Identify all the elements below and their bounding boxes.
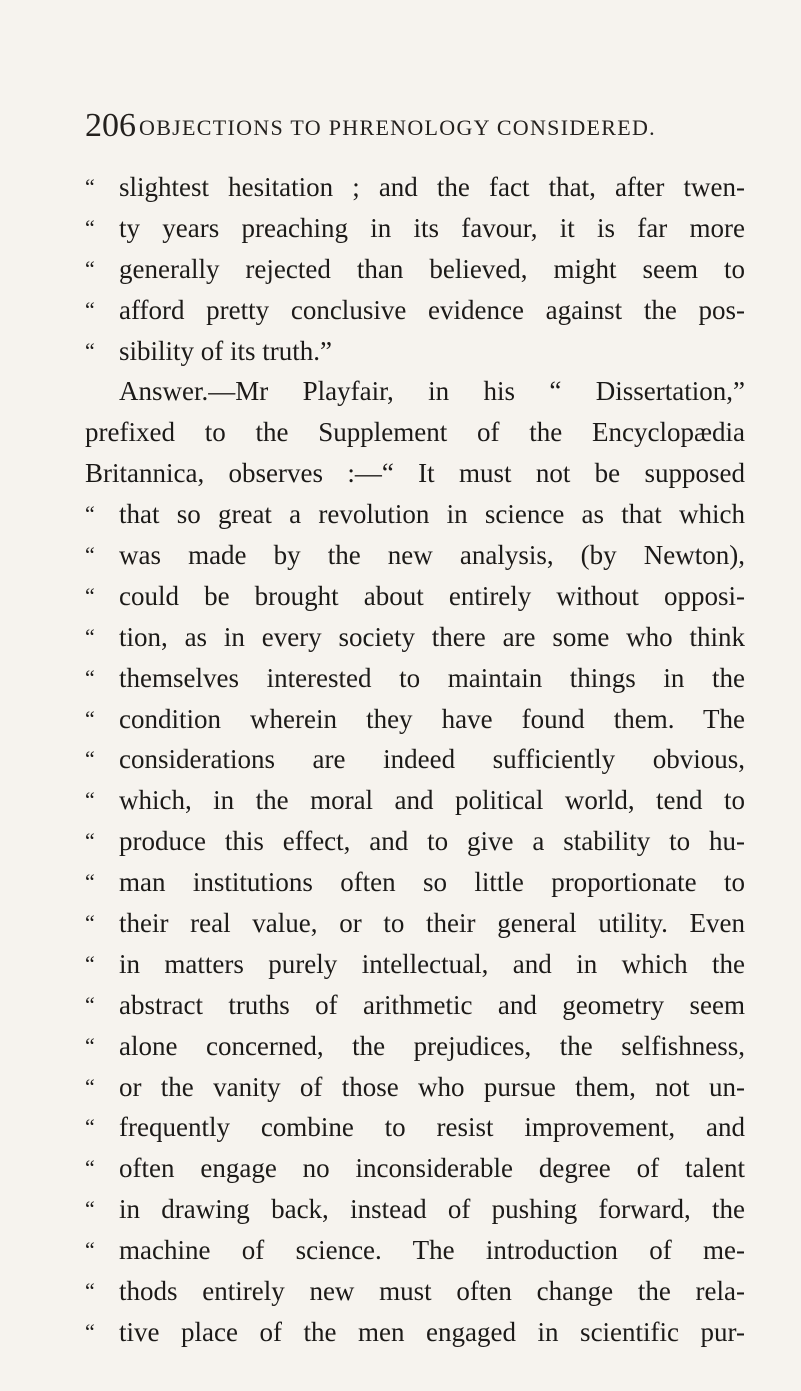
quote-mark: “ xyxy=(85,869,95,895)
quote-mark: “ xyxy=(85,664,95,690)
running-head xyxy=(85,104,765,148)
line-text: ty years preaching in its favour, it is far more xyxy=(119,212,745,243)
text-line xyxy=(85,167,745,208)
text-line xyxy=(85,780,745,821)
text-line xyxy=(85,412,745,453)
quote-mark: “ xyxy=(85,255,95,281)
text-line xyxy=(85,453,745,494)
text-line xyxy=(85,1148,745,1189)
quote-mark: “ xyxy=(85,214,95,240)
line-text: could be brought about entirely without opposi- xyxy=(119,580,745,611)
quote-mark: “ xyxy=(85,623,95,649)
text-line xyxy=(85,494,745,535)
quote-mark: “ xyxy=(85,1196,95,1222)
line-text: their real value, or to their general utility. Even xyxy=(119,908,745,939)
text-line xyxy=(85,739,745,780)
text-line xyxy=(85,1026,745,1067)
text-line xyxy=(85,617,745,658)
line-text: afford pretty conclusive evidence against the pos- xyxy=(119,294,745,325)
quote-mark: “ xyxy=(85,337,95,363)
line-text: tion, as in every society there are some who think xyxy=(119,621,745,652)
line-text: generally rejected than believed, might seem to xyxy=(119,253,745,284)
quote-mark: “ xyxy=(85,910,95,936)
quote-mark: “ xyxy=(85,1073,95,1099)
quote-mark: “ xyxy=(85,950,95,976)
line-text: Britannica, observes :—“ It must not be supposed xyxy=(85,458,745,489)
text-line xyxy=(85,1271,745,1312)
quote-mark: “ xyxy=(85,991,95,1017)
line-text: condition wherein they have found them. The xyxy=(119,703,745,734)
quote-mark: “ xyxy=(85,582,95,608)
line-text: in drawing back, instead of pushing forward, the xyxy=(119,1194,745,1225)
quote-mark: “ xyxy=(85,1155,95,1181)
page-number: 206 xyxy=(85,107,136,144)
quote-mark: “ xyxy=(85,296,95,322)
text-line xyxy=(85,576,745,617)
line-text: considerations are indeed sufficiently obvious, xyxy=(119,744,745,775)
text-line xyxy=(85,985,745,1026)
quote-mark: “ xyxy=(85,705,95,731)
line-text: thods entirely new must often change the rela- xyxy=(119,1276,745,1307)
quote-mark: “ xyxy=(85,828,95,854)
line-text: was made by the new analysis, (by Newton), xyxy=(119,540,745,571)
quote-mark: “ xyxy=(85,501,95,527)
line-text: Answer.—Mr Playfair, in his “ Dissertation,” xyxy=(119,376,745,407)
line-text: often engage no inconsiderable degree of talent xyxy=(119,1153,745,1184)
text-line xyxy=(85,208,745,249)
line-text: produce this effect, and to give a stability to hu- xyxy=(119,826,745,857)
line-text: that so great a revolution in science as that which xyxy=(119,499,745,530)
text-line xyxy=(85,862,745,903)
line-text: prefixed to the Supplement of the Encyclopædia xyxy=(85,417,745,448)
text-line xyxy=(85,1230,745,1271)
line-text: tive place of the men engaged in scientific pur- xyxy=(119,1316,745,1347)
text-line xyxy=(85,1189,745,1230)
quote-mark: “ xyxy=(85,542,95,568)
quote-mark: “ xyxy=(85,1278,95,1304)
quote-mark: “ xyxy=(85,174,95,199)
text-line xyxy=(85,290,745,331)
text-line xyxy=(85,699,745,740)
text-line xyxy=(85,1312,745,1353)
quote-mark: “ xyxy=(85,1237,95,1263)
text-line xyxy=(85,1107,745,1148)
text-line xyxy=(85,944,745,985)
text-line xyxy=(85,371,745,412)
line-text: man institutions often so little proportionate to xyxy=(119,867,745,898)
line-text: or the vanity of those who pursue them, not un- xyxy=(119,1071,745,1102)
text-line xyxy=(85,249,745,290)
line-text: machine of science. The introduction of me- xyxy=(119,1235,745,1266)
text-line xyxy=(85,331,745,372)
line-text: sibility of its truth.” xyxy=(119,335,332,366)
quote-mark: “ xyxy=(85,1318,95,1344)
text-line xyxy=(85,903,745,944)
line-text: which, in the moral and political world, tend to xyxy=(119,785,745,816)
body-text xyxy=(85,167,745,1353)
quote-mark: “ xyxy=(85,1032,95,1058)
text-line xyxy=(85,1067,745,1108)
line-text: themselves interested to maintain things in the xyxy=(119,662,745,693)
line-text: slightest hesitation ; and the fact that, after twen- xyxy=(119,172,745,202)
running-title: OBJECTIONS TO PHRENOLOGY CONSIDERED. xyxy=(139,115,656,140)
line-text: abstract truths of arithmetic and geometry seem xyxy=(119,989,745,1020)
text-line xyxy=(85,658,745,699)
line-text: frequently combine to resist improvement, and xyxy=(119,1112,745,1143)
quote-mark: “ xyxy=(85,746,95,772)
quote-mark: “ xyxy=(85,787,95,813)
line-text: alone concerned, the prejudices, the selfishness, xyxy=(119,1030,745,1061)
text-line xyxy=(85,821,745,862)
line-text: in matters purely intellectual, and in which the xyxy=(119,948,745,979)
text-line xyxy=(85,535,745,576)
quote-mark: “ xyxy=(85,1114,95,1140)
